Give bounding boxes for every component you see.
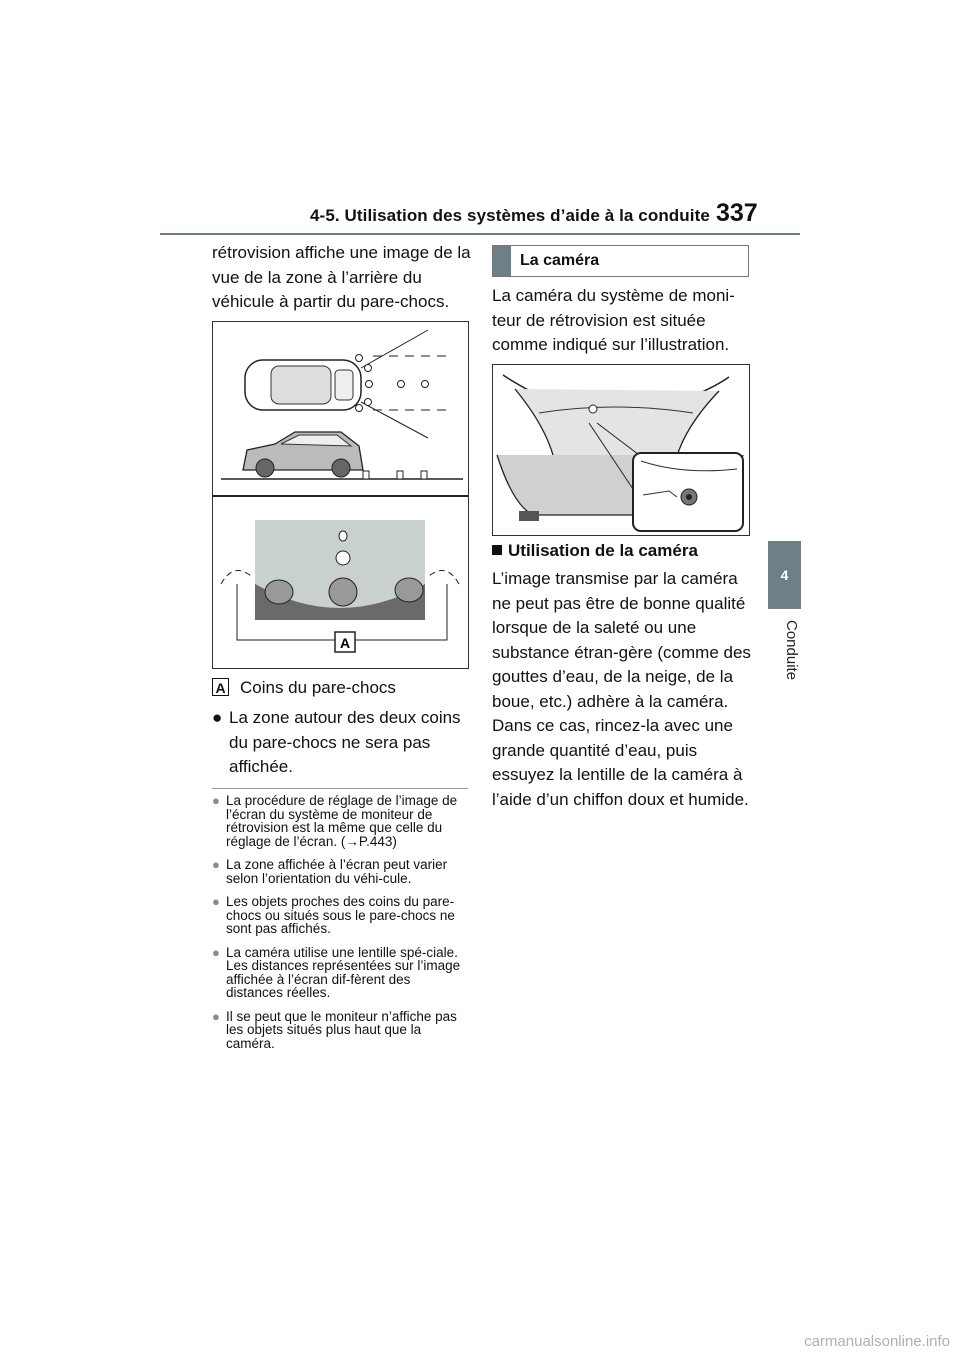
rear-view-area-illustration (213, 322, 468, 668)
right-body-paragraph: L’image transmise par la caméra ne peut pas être de bonne qualité lorsque de la saleté ou une substance étran-gère (comme des gouttes d’eau, de la neige, de la boue, etc.) adhère à la caméra. Dans ce cas, rincez-la avec une grande quantité d’eau, puis essuyez la lentille de la caméra à l’aide d’un chiffon doux et humide. (492, 569, 751, 809)
right-intro-paragraph: La caméra du système de moni-teur de rétrovision est située comme indiqué sur l’illustration. (492, 286, 735, 354)
square-bullet-icon (492, 545, 502, 555)
chapter-label: Conduite (783, 620, 800, 681)
note-item: ● Il se peut que le moniteur n’affiche pas les objets situés plus haut que la caméra. (212, 1008, 457, 1051)
section-heading: La caméra (520, 252, 600, 269)
caption-text: Coins du pare-chocs (240, 678, 396, 697)
notes-divider (212, 788, 468, 789)
page-number: 337 (716, 199, 758, 227)
note-bullet: ● (212, 857, 220, 872)
figure-label-a: A (339, 635, 351, 651)
note-bullet: ● (212, 1008, 220, 1024)
note-item: ● Les objets proches des coins du pare-chocs ou situés sous le pare-chocs ne sont pas affichés. (212, 894, 455, 936)
bullet-text: La zone autour des deux coins du pare-chocs ne sera pas affichée. (229, 708, 461, 776)
camera-location-illustration (493, 365, 749, 535)
note-bullet: ● (212, 894, 220, 909)
sub-heading: Utilisation de la caméra (492, 541, 698, 561)
left-intro-paragraph: rétrovision affiche une image de la vue de la zone à l’arrière du véhicule à partir du pare-chocs. (212, 243, 471, 311)
section-heading-box (492, 245, 749, 277)
note-bullet: ● (212, 944, 220, 960)
note-item: ● La caméra utilise une lentille spé-ciale. Les distances représentées sur l’image affichée à l’écran dif-fèrent des distances réelles. (212, 944, 461, 1000)
note-bullet: ● (212, 793, 220, 808)
chapter-tab: 4 (768, 541, 801, 609)
header-rule (160, 233, 800, 235)
watermark: carmanualsonline.info (804, 1333, 950, 1350)
section-heading-bar (493, 246, 511, 276)
caption-badge: A (212, 678, 229, 696)
notes-list (212, 794, 470, 1060)
section-title: 4-5. Utilisation des systèmes d’aide à la conduite (310, 206, 710, 225)
note-item: ● La zone affichée à l’écran peut varier selon l’orientation du véhi-cule. (212, 857, 448, 886)
camera-location-figure (492, 364, 750, 536)
note-item: ● La procédure de réglage de l’image de l’écran du système de moniteur de rétrovision est la même que celle du réglage de l’écran. (→P.443) (212, 793, 458, 849)
bullet-dot: ● (212, 708, 223, 727)
rear-view-area-figure (212, 321, 469, 669)
